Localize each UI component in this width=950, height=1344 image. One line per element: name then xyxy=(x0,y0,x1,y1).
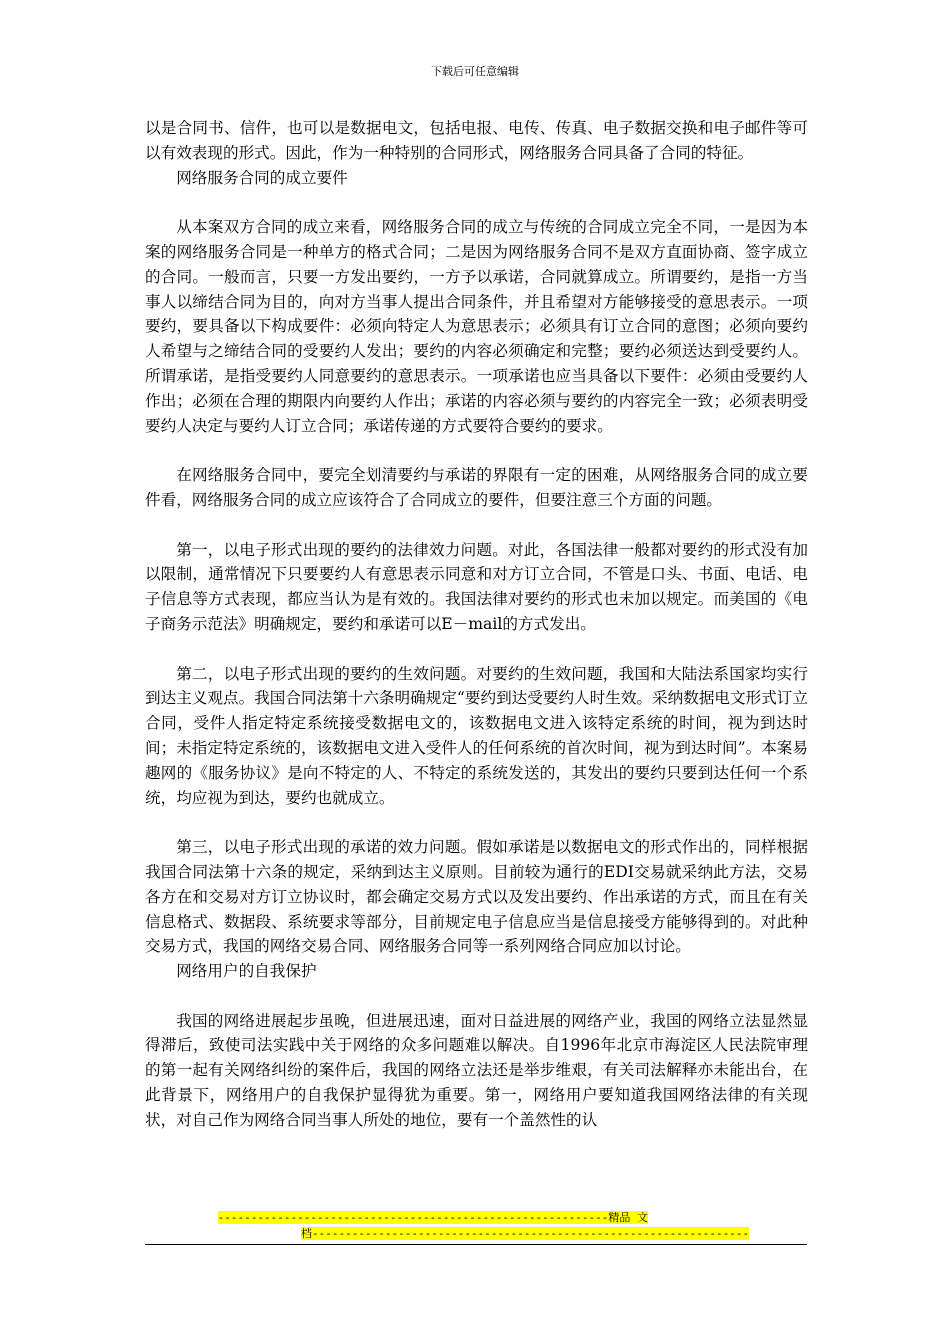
paragraph-gap xyxy=(145,637,808,662)
footer-line-1 xyxy=(145,1210,808,1226)
paragraph-gap xyxy=(145,438,808,463)
paragraph-second-issue: 第二，以电子形式出现的要约的生效问题。对要约的生效问题，我国和大陆法系国家均实行到达主义观点。我国合同法第十六条明确规定“要约到达受要约人时生效。采纳数据电文形式订立合同，受件人指定特定系统接受数据电文的，该数据电文进入该特定系统的时间，视为到达时间；未指定特定系统的，该数据电文进入受件人的任何系统的首次时间，视为到达时间”。本案易趣网的《服务协议》是向不特定的人、不特定的系统发送的，其发出的要约只要到达任何一个系统，均应视为到达，要约也就成立。 xyxy=(145,664,808,807)
paragraph-gap xyxy=(145,513,808,538)
paragraph-first-issue: 第一，以电子形式出现的要约的法律效力问题。对此，各国法律一般都对要约的形式没有加以限制，通常情况下只要要约人有意思表示同意和对方订立合同，不管是口头、书面、电话、电子信息等方式表现，都应当认为是有效的。我国法律对要约的形式也未加以规定。而美国的《电子商务示范法》明确规定，要约和承诺可以E－mail的方式发出。 xyxy=(145,540,808,633)
paragraph-boundary: 在网络服务合同中，要完全划清要约与承诺的界限有一定的困难，从网络服务合同的成立要件看，网络服务合同的成立应该符合了合同成立的要件，但要注意三个方面的问题。 xyxy=(145,466,808,509)
document-body xyxy=(145,116,808,1133)
footer-divider xyxy=(145,1244,807,1245)
paragraph-offer-acceptance: 从本案双方合同的成立来看，网络服务合同的成立与传统的合同成立完全不同，一是因为本案的网络服务合同是一种单方的格式合同；二是因为网络服务合同不是双方直面协商、签字成立的合同。一般而言，只要一方发出要约，一方予以承诺，合同就算成立。所谓要约，是指一方当事人以缔结合同为目的，向对方当事人提出合同条件，并且希望对方能够接受的意思表示。一项要约，要具备以下构成要件：必须向特定人为意思表示；必须具有订立合同的意图；必须向要约人希望与之缔结合同的受要约人发出；要约的内容必须确定和完整；要约必须送达到受要约人。所谓承诺，是指受要约人同意要约的意思表示。一项承诺也应当具备以下要件：必须由受要约人作出；必须在合理的期限内向要约人作出；承诺的内容必须与要约的内容完全一致；必须表明受要约人决定与要约人订立合同；承诺传递的方式要符合要约的要求。 xyxy=(145,218,808,435)
paragraph-gap xyxy=(145,984,808,1009)
paragraph-third-issue: 第三，以电子形式出现的承诺的效力问题。假如承诺是以数据电文的形式作出的，同样根据我国合同法第十六条的规定，采纳到达主义原则。目前较为通行的EDI交易就采纳此方法，交易各方在和交易对方订立协议时，都会确定交易方式以及发出要约、作出承诺的方式，而且在有关信息格式、数据段、系统要求等部分，目前规定电子信息应当是信息接受方能够得到的。对此种交易方式，我国的网络交易合同、网络服务合同等一系列网络合同应加以讨论。 xyxy=(145,838,808,956)
section-heading-formation: 网络服务合同的成立要件 xyxy=(176,168,348,187)
footer-line-2 xyxy=(145,1226,808,1242)
paragraph-gap xyxy=(145,190,808,215)
paragraph-user-protection: 我国的网络进展起步虽晚，但进展迅速，面对日益进展的网络产业，我国的网络立法显然显得滞后，致使司法实践中关于网络的众多问题难以解决。自1996年北京市海淀区人民法院审理的第一起有关网络纠纷的案件后，我国的网络立法还是举步维艰，有关司法解释亦未能出台，在此背景下，网络用户的自我保护显得犹为重要。第一，网络用户要知道我国网络法律的有关现状，对自己作为网络合同当事人所处的地位，要有一个盖然性的认 xyxy=(145,1011,808,1129)
footer-highlight-1: -----------------------------------------------------------精品 文 xyxy=(217,1211,648,1224)
footer-highlight-2: 档------------------------------------------------------------------ xyxy=(301,1227,750,1240)
section-heading-self-protection: 网络用户的自我保护 xyxy=(176,962,317,981)
paragraph-continuation: 以是合同书、信件，也可以是数据电文，包括电报、电传、传真、电子数据交换和电子邮件等可以有效表现的形式。因此，作为一种特别的合同形式，网络服务合同具备了合同的特征。 xyxy=(145,119,808,162)
page-header: 下载后可任意编辑 xyxy=(431,65,519,78)
footer-banner xyxy=(145,1210,808,1242)
paragraph-gap xyxy=(145,810,808,835)
